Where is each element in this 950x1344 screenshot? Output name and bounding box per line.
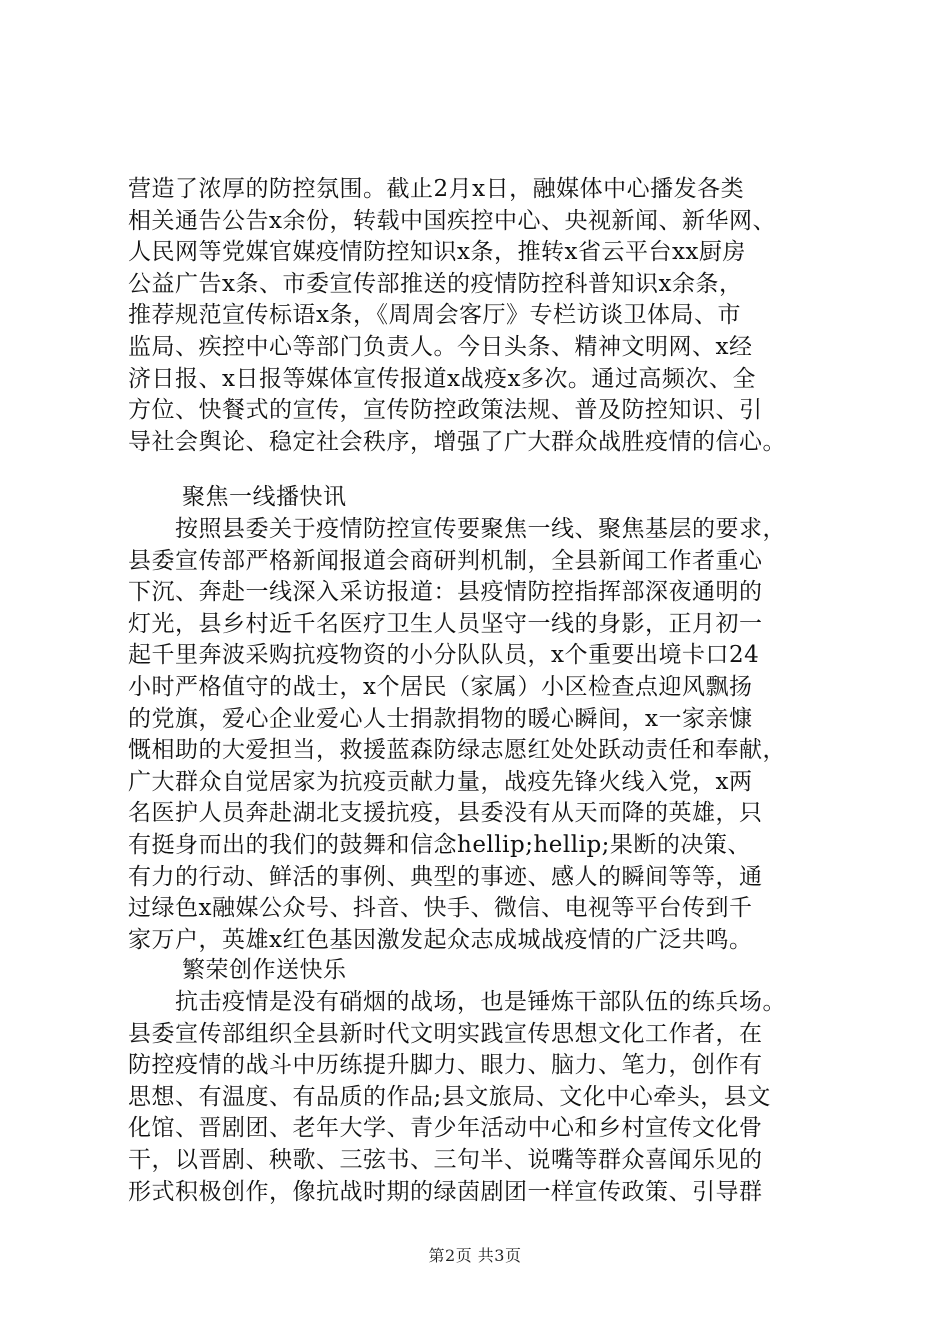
text-line: 慨相助的大爱担当，救援蓝森防绿志愿红处处跃动责任和奉献， <box>128 737 786 764</box>
text-line: 名医护人员奔赴湖北支援抗疫，县委没有从天而降的英雄，只 <box>128 800 763 827</box>
text-line: 人民网等党媒官媒疫情防控知识x条，推转x省云平台xx厨房 <box>128 239 746 266</box>
text-line: 干，以晋剧、秧歌、三弦书、三句半、说嘴等群众喜闻乐见的 <box>128 1146 763 1173</box>
text-line: 方位、快餐式的宣传，宣传防控政策法规、普及防控知识、引 <box>128 397 763 424</box>
text-line: 形式积极创作，像抗战时期的绿茵剧团一样宣传政策、引导群 <box>128 1178 763 1205</box>
text-line: 推荐规范宣传标语x条，《周周会客厅》专栏访谈卫体局、市 <box>128 302 741 329</box>
text-line: 县委宣传部组织全县新时代文明实践宣传思想文化工作者，在 <box>128 1020 763 1047</box>
text-line: 起千里奔波采购抗疫物资的小分队队员，x个重要出境卡口24 <box>128 642 760 669</box>
text-line: 的党旗，爱心企业爱心人士捐款捐物的暖心瞬间，x一家亲慷 <box>128 705 753 732</box>
text-line: 思想、有温度、有品质的作品;县文旅局、文化中心牵头，县文 <box>128 1083 771 1110</box>
text-line: 监局、疾控中心等部门负责人。今日头条、精神文明网、x经 <box>128 333 753 360</box>
text-line: 有挺身而出的我们的鼓舞和信念hellip;hellip;果断的决策、 <box>128 831 751 858</box>
text-line: 小时严格值守的战士，x个居民（家属）小区检查点迎风飘扬 <box>128 673 753 700</box>
text-line: 公益广告x条、市委宣传部推送的疫情防控科普知识x余条， <box>128 270 743 297</box>
text-line: 家万户，英雄x红色基因激发起众志成城战疫情的广泛共鸣。 <box>128 926 753 953</box>
text-line: 化馆、晋剧团、老年大学、青少年活动中心和乡村宣传文化骨 <box>128 1115 763 1142</box>
text-line: 灯光，县乡村近千名医疗卫生人员坚守一线的身影，正月初一 <box>128 610 763 637</box>
text-line: 广大群众自觉居家为抗疫贡献力量，战疫先锋火线入党，x两 <box>128 768 753 795</box>
text-line: 抗击疫情是没有硝烟的战场，也是锤炼干部队伍的练兵场。 <box>128 989 786 1015</box>
section-heading-2: 繁荣创作送快乐 <box>182 957 347 983</box>
text-line: 营造了浓厚的防控氛围。截止2月x日，融媒体中心播发各类 <box>128 176 745 202</box>
text-line: 防控疫情的战斗中历练提升脚力、眼力、脑力、笔力，创作有 <box>128 1052 763 1079</box>
text-line: 按照县委关于疫情防控宣传要聚焦一线、聚焦基层的要求， <box>128 516 786 542</box>
page-footer: 第2页 共3页 <box>428 1246 522 1265</box>
paragraph-2 <box>128 514 828 956</box>
paragraph-1 <box>128 174 828 458</box>
text-line: 过绿色x融媒公众号、抖音、快手、微信、电视等平台传到千 <box>128 895 753 922</box>
text-line: 有力的行动、鲜活的事例、典型的事迹、感人的瞬间等等，通 <box>128 863 763 890</box>
section-heading-1: 聚焦一线播快讯 <box>182 484 347 510</box>
text-line: 下沉、奔赴一线深入采访报道：县疫情防控指挥部深夜通明的 <box>128 579 763 606</box>
text-line: 县委宣传部严格新闻报道会商研判机制，全县新闻工作者重心 <box>128 547 763 574</box>
paragraph-3 <box>128 987 828 1208</box>
text-line: 导社会舆论、稳定社会秩序，增强了广大群众战胜疫情的信心。 <box>128 428 786 455</box>
text-line: 济日报、x日报等媒体宣传报道x战疫x多次。通过高频次、全 <box>128 365 756 392</box>
text-line: 相关通告公告x余份，转载中国疾控中心、央视新闻、新华网、 <box>128 207 776 234</box>
